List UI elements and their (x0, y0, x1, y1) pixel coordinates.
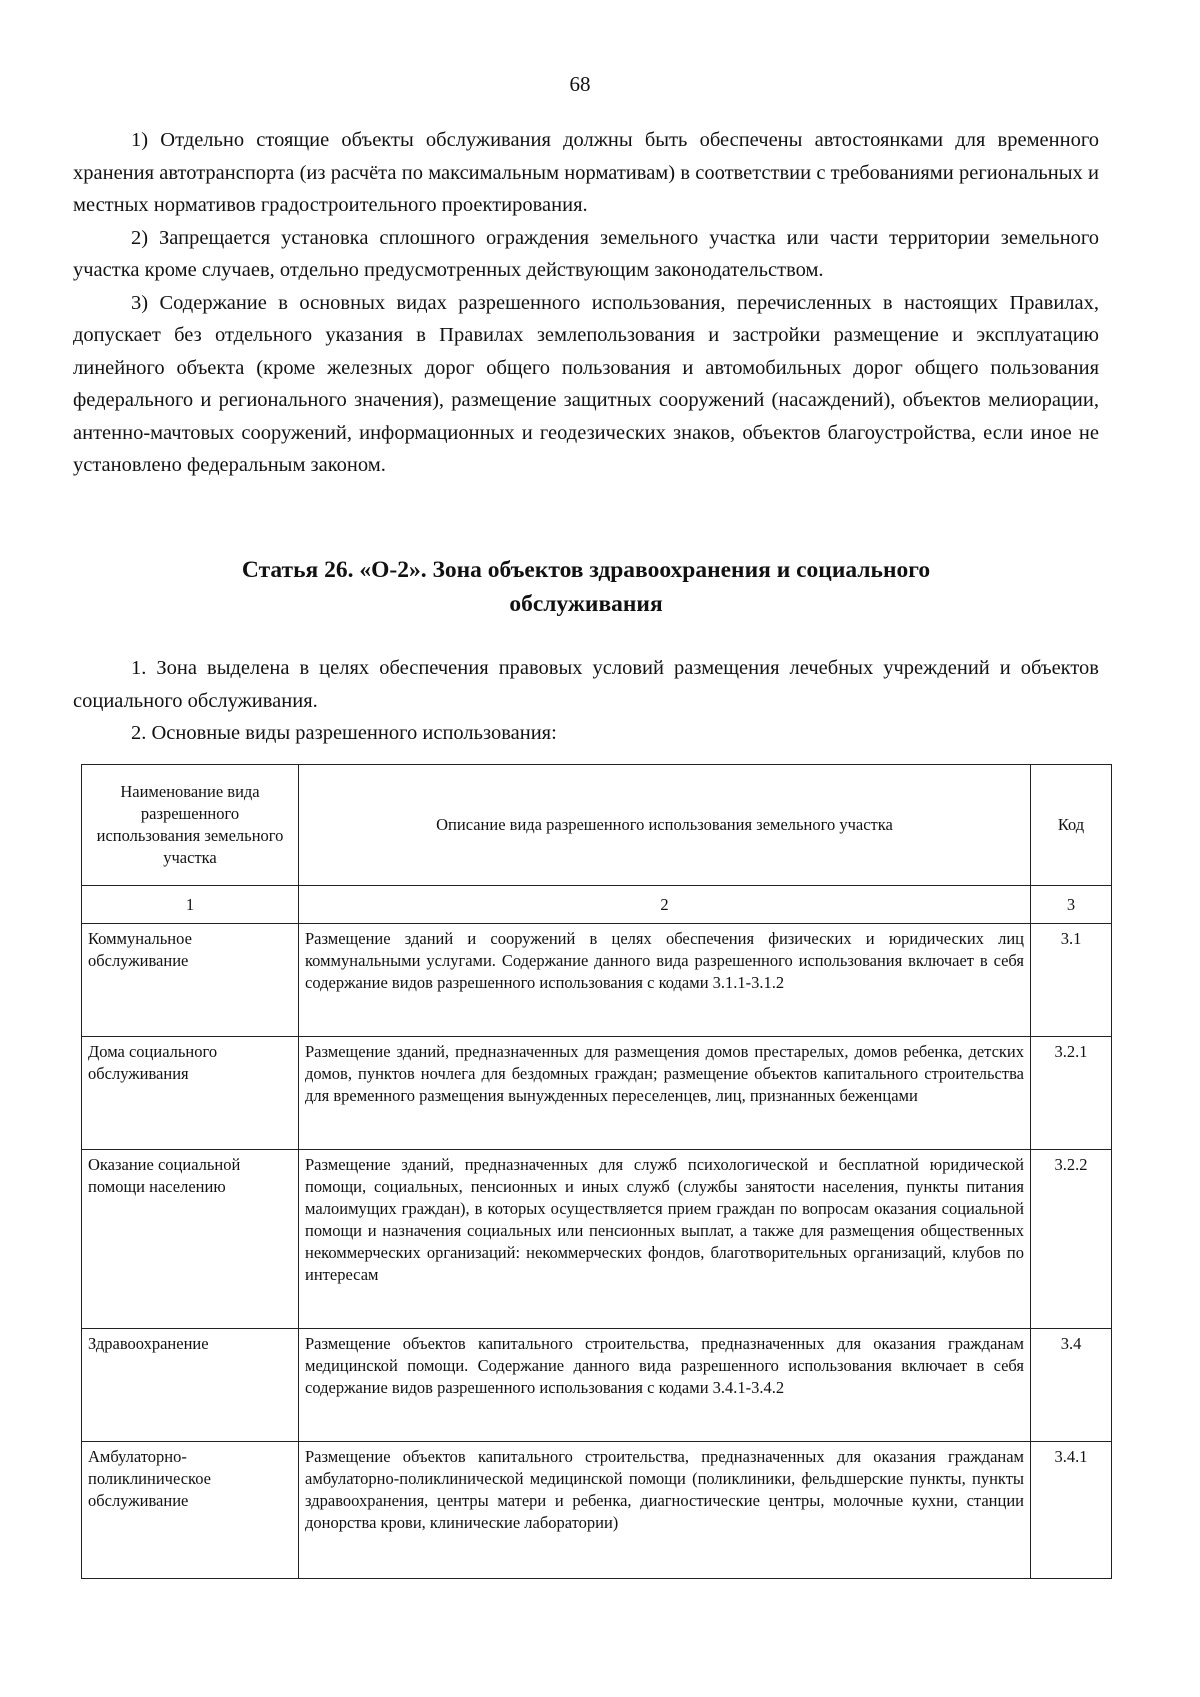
permitted-uses-table (81, 764, 1112, 1579)
article-heading-line: обслуживания (509, 591, 663, 617)
article-heading (73, 553, 1099, 621)
table-header-code: Код (1031, 765, 1112, 886)
table-header-row (82, 765, 1112, 886)
paragraph: 3) Содержание в основных видах разрешенного использования, перечисленных в настоящих Правилах, допускает без отдельного указания в Правилах землепользования и застройки размещение и эксплуатацию линейного объекта (кроме железных дорог общего пользования и автомобильных дорог общего пользования федерального и регионального значения), размещение защитных сооружений (насаждений), объектов мелиорации, антенно-мачтовых сооружений, информационных и геодезических знаков, объектов благоустройства, если иное не установлено федеральным законом. (73, 291, 1099, 476)
intro-text (73, 652, 1099, 750)
use-name: Амбулаторно-поликлиническое обслуживание (82, 1442, 299, 1579)
use-name: Здравоохранение (82, 1329, 299, 1442)
table-row (82, 1037, 1112, 1150)
use-description: Размещение зданий, предназначенных для размещения домов престарелых, домов ребенка, детских домов, пунктов ночлега для бездомных граждан; размещение объектов капитального строительства для временного размещения вынужденных переселенцев, лиц, признанных беженцами (299, 1037, 1031, 1150)
use-code: 3.1 (1031, 924, 1112, 1037)
use-code: 3.2.2 (1031, 1150, 1112, 1329)
use-description: Размещение объектов капитального строительства, предназначенных для оказания гражданам медицинской помощи. Содержание данного вида разрешенного использования включает в себя содержание видов разрешенного использования с кодами 3.4.1-3.4.2 (299, 1329, 1031, 1442)
column-number: 1 (82, 886, 299, 924)
column-number: 3 (1031, 886, 1112, 924)
article-heading-line: Статья 26. «О-2». Зона объектов здравоохранения и социального (241, 557, 931, 583)
use-name: Коммунальное обслуживание (82, 924, 299, 1037)
paragraph: 1) Отдельно стоящие объекты обслуживания должны быть обеспечены автостоянками для временного хранения автотранспорта (из расчёта по максимальным нормативам) в соответствии с требованиями региональных и местных нормативов градостроительного проектирования. (73, 129, 1099, 216)
table-column-numbers-row (82, 886, 1112, 924)
use-code: 3.2.1 (1031, 1037, 1112, 1150)
table-row (82, 1329, 1112, 1442)
use-description: Размещение зданий, предназначенных для служб психологической и бесплатной юридической помощи, социальных, пенсионных и иных служб (службы занятости населения, пункты питания малоимущих граждан), в которых осуществляется прием граждан по вопросам оказания социальной помощи и назначения социальных или пенсионных выплат, а также для размещения общественных некоммерческих организаций: некоммерческих фондов, благотворительных организаций, клубов по интересам (299, 1150, 1031, 1329)
body-text (73, 124, 1099, 482)
paragraph: 1. Зона выделена в целях обеспечения правовых условий размещения лечебных учреждений и объектов социального обслуживания. (73, 657, 1099, 712)
paragraph: 2. Основные виды разрешенного использования: (131, 722, 557, 744)
paragraph: 2) Запрещается установка сплошного ограждения земельного участка или части территории земельного участка кроме случаев, отдельно предусмотренных действующим законодательством. (73, 226, 1099, 281)
use-name: Дома социального обслуживания (82, 1037, 299, 1150)
use-code: 3.4 (1031, 1329, 1112, 1442)
table-header-name: Наименование вида разрешенного использования земельного участка (82, 765, 299, 886)
use-code: 3.4.1 (1031, 1442, 1112, 1579)
column-number: 2 (299, 886, 1031, 924)
table-row (82, 1150, 1112, 1329)
table-row (82, 924, 1112, 1037)
page-number: 68 (569, 72, 591, 96)
use-name: Оказание социальной помощи населению (82, 1150, 299, 1329)
table-row (82, 1442, 1112, 1579)
use-description: Размещение объектов капитального строительства, предназначенных для оказания гражданам амбулаторно-поликлинической медицинской помощи (поликлиники, фельдшерские пункты, пункты здравоохранения, центры матери и ребенка, диагностические центры, молочные кухни, станции донорства крови, клинические лаборатории) (299, 1442, 1031, 1579)
use-description: Размещение зданий и сооружений в целях обеспечения физических и юридических лиц коммунальными услугами. Содержание данного вида разрешенного использования включает в себя содержание видов разрешенного использования с кодами 3.1.1-3.1.2 (299, 924, 1031, 1037)
table-header-description: Описание вида разрешенного использования земельного участка (299, 765, 1031, 886)
